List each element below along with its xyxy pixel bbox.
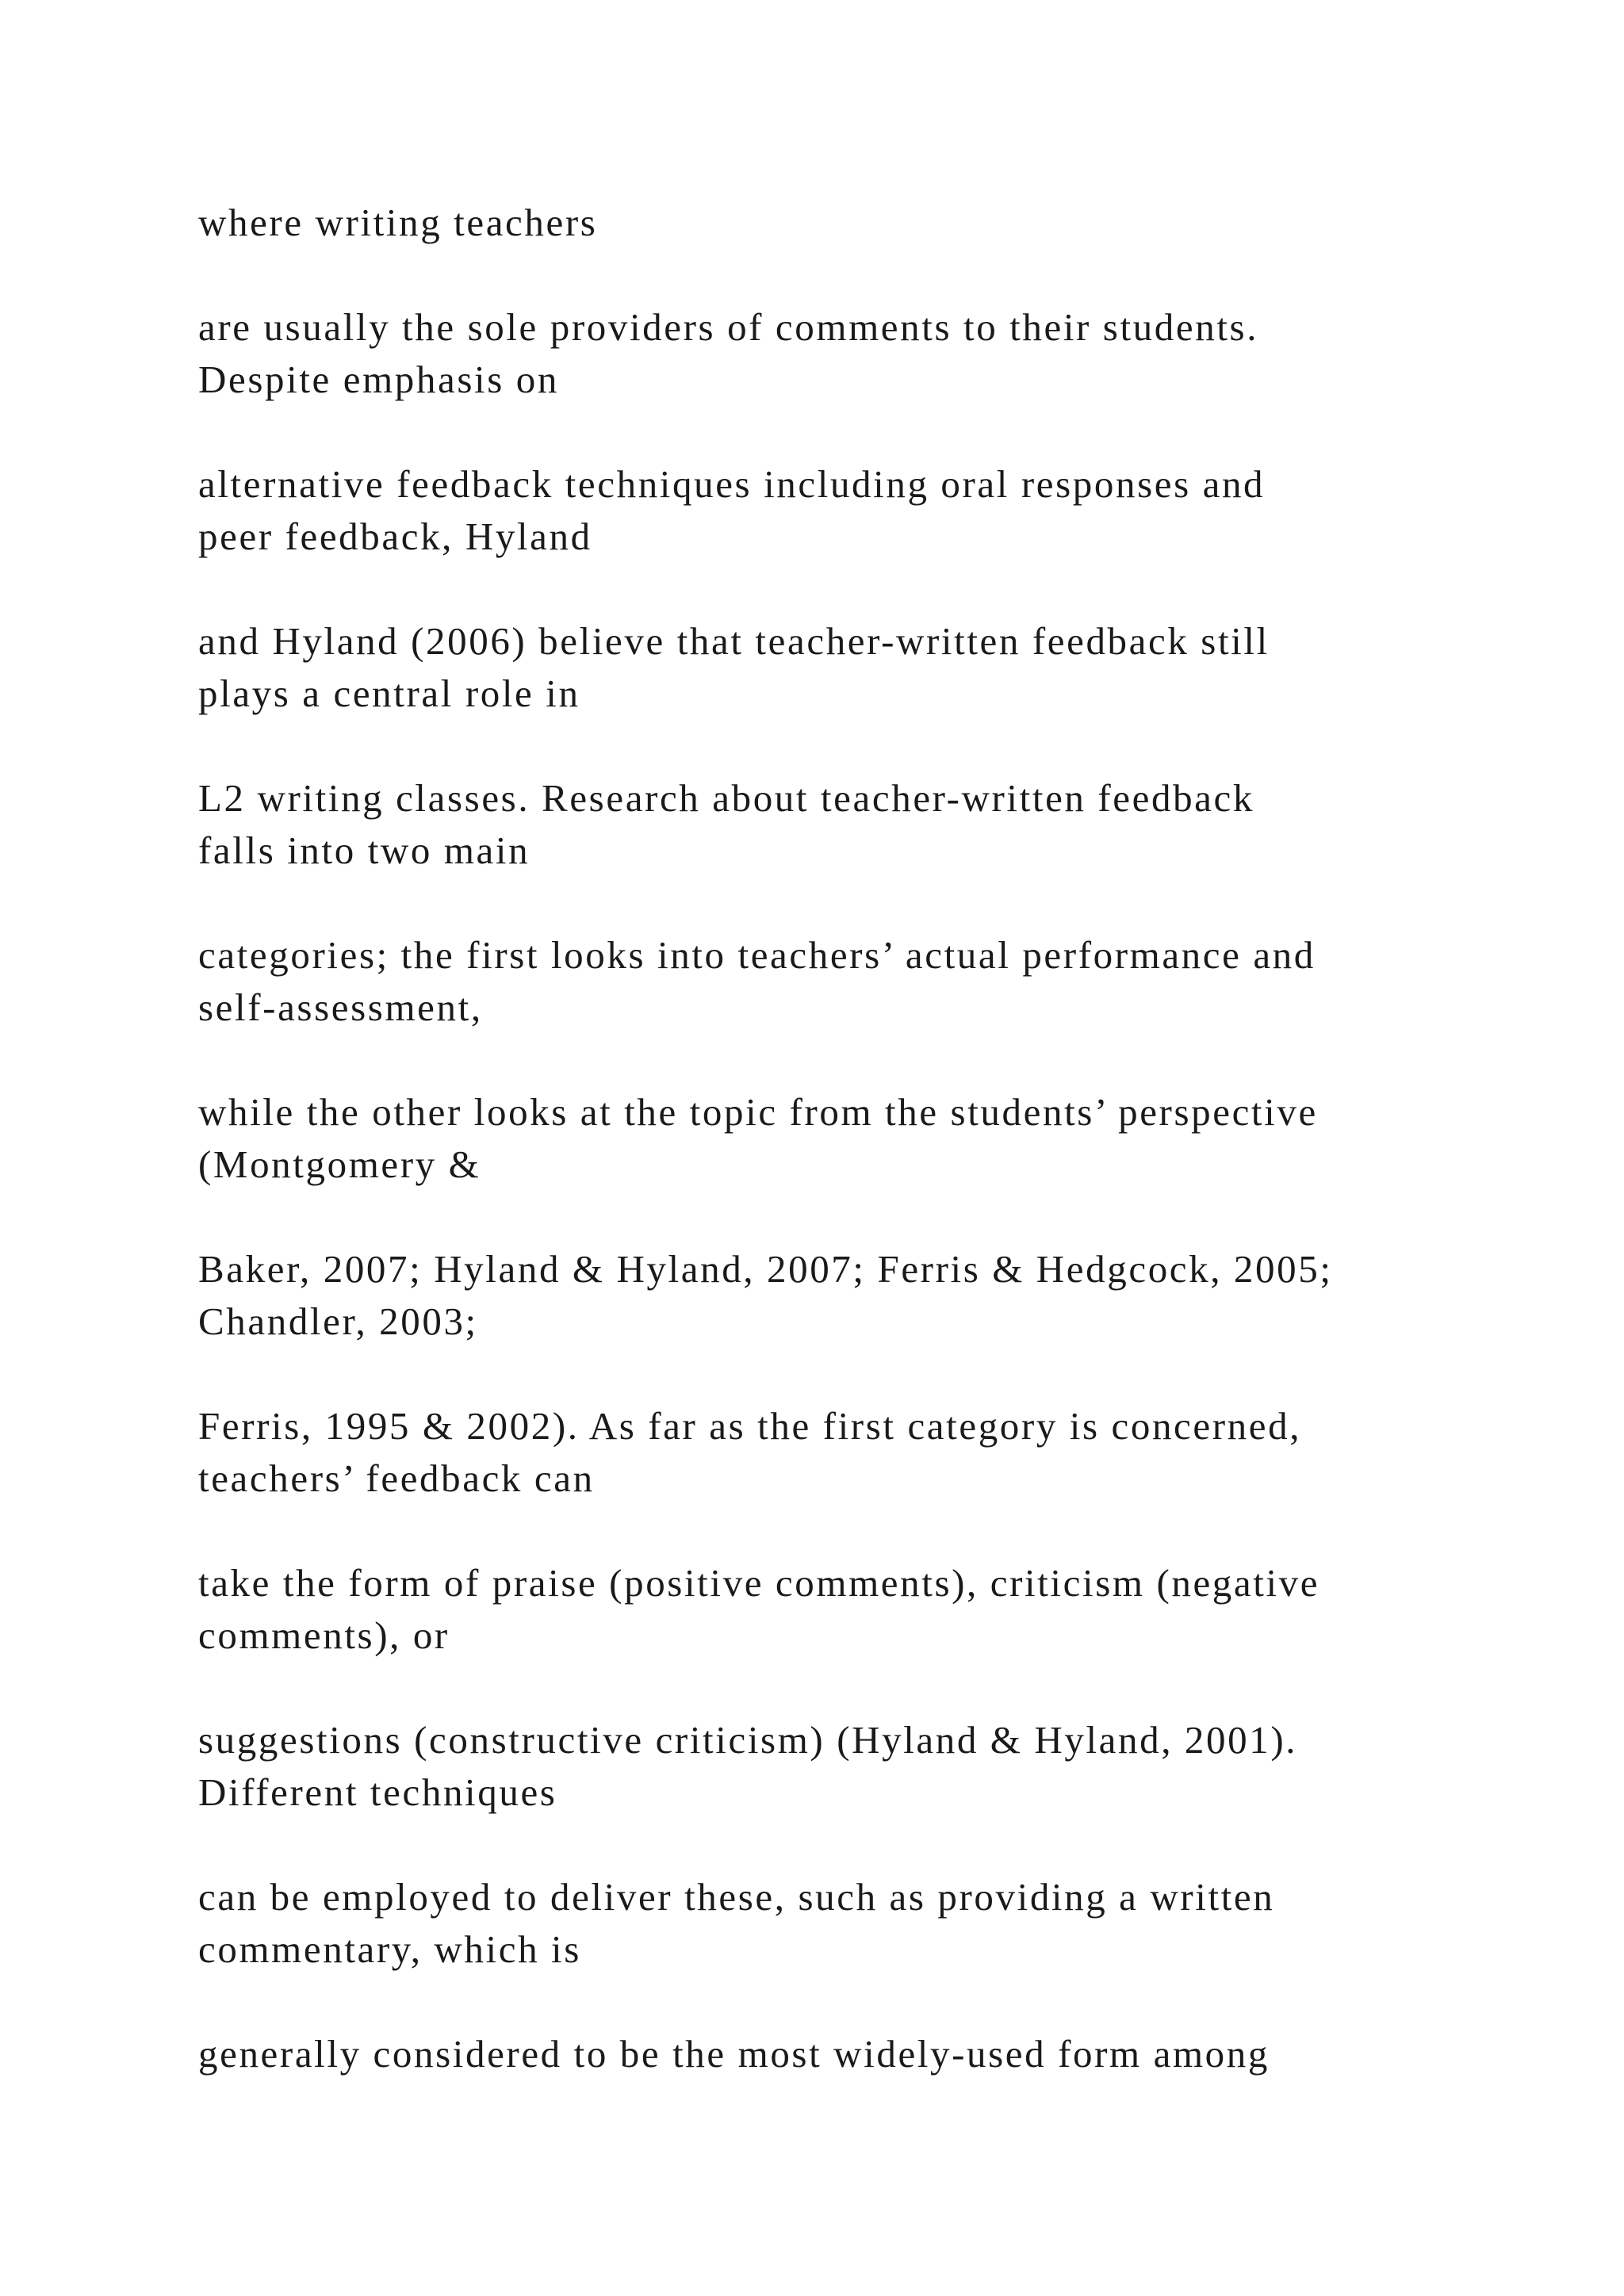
text-line: generally considered to be the most widely-used form among bbox=[198, 2032, 1270, 2076]
paragraph bbox=[198, 772, 1546, 877]
paragraph bbox=[198, 301, 1546, 406]
paragraph bbox=[198, 197, 1546, 249]
text-line: Different techniques bbox=[198, 1770, 557, 1814]
text-line: while the other looks at the topic from the students’ perspective bbox=[198, 1090, 1318, 1134]
paragraph bbox=[198, 929, 1546, 1034]
text-line: are usually the sole providers of comments to their students. bbox=[198, 305, 1259, 349]
text-line: teachers’ feedback can bbox=[198, 1456, 595, 1500]
text-line: take the form of praise (positive comments), criticism (negative bbox=[198, 1561, 1320, 1605]
text-line: can be employed to deliver these, such as providing a written bbox=[198, 1875, 1275, 1919]
text-line: (Montgomery & bbox=[198, 1142, 481, 1186]
paragraph bbox=[198, 1557, 1546, 1662]
text-line: categories; the first looks into teachers’ actual performance and bbox=[198, 933, 1316, 977]
text-line: peer feedback, Hyland bbox=[198, 515, 592, 558]
paragraph bbox=[198, 1243, 1546, 1348]
paragraph bbox=[198, 1400, 1546, 1505]
text-line: where writing teachers bbox=[198, 201, 598, 244]
text-line: comments), or bbox=[198, 1613, 450, 1657]
text-line: alternative feedback techniques including oral responses and bbox=[198, 462, 1266, 506]
text-line: L2 writing classes. Research about teacher-written feedback bbox=[198, 776, 1254, 820]
text-line: Baker, 2007; Hyland & Hyland, 2007; Ferris & Hedgcock, 2005; bbox=[198, 1247, 1333, 1291]
text-line: Despite emphasis on bbox=[198, 358, 559, 401]
text-line: Ferris, 1995 & 2002). As far as the first category is concerned, bbox=[198, 1404, 1302, 1448]
paragraph bbox=[198, 1714, 1546, 1819]
paragraph bbox=[198, 1871, 1546, 1976]
text-line: Chandler, 2003; bbox=[198, 1299, 478, 1343]
paragraph bbox=[198, 615, 1546, 720]
text-line: self-assessment, bbox=[198, 985, 483, 1029]
paragraph bbox=[198, 2028, 1546, 2080]
text-line: commentary, which is bbox=[198, 1927, 581, 1971]
text-line: suggestions (constructive criticism) (Hyland & Hyland, 2001). bbox=[198, 1718, 1298, 1762]
paragraph bbox=[198, 458, 1546, 563]
text-line: falls into two main bbox=[198, 828, 530, 872]
paragraph bbox=[198, 1086, 1546, 1191]
text-line: and Hyland (2006) believe that teacher-written feedback still bbox=[198, 619, 1270, 663]
text-line: plays a central role in bbox=[198, 672, 580, 715]
